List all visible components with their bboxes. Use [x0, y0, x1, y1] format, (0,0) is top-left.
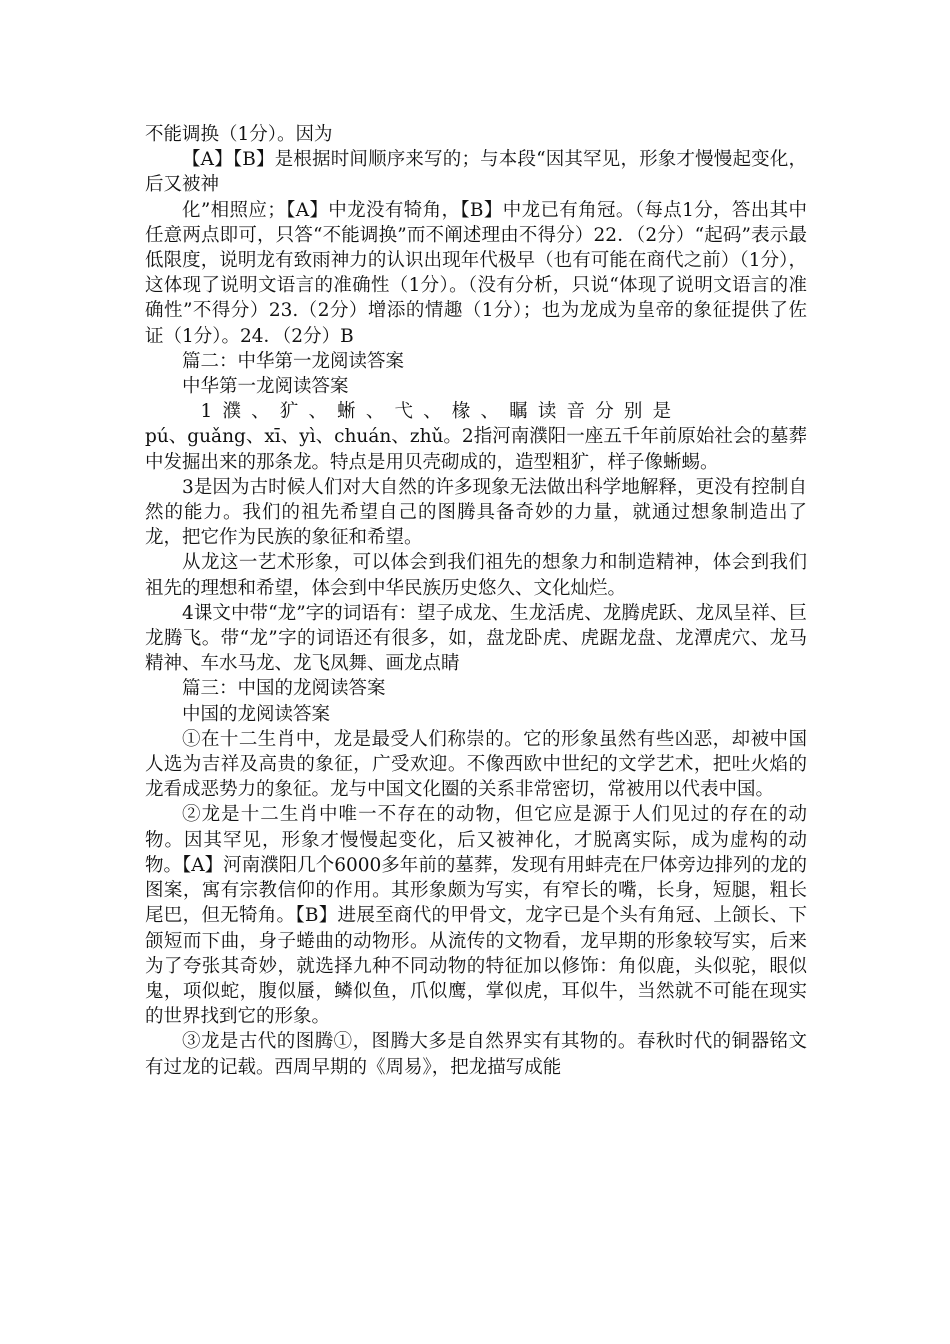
paragraph: 【A】【B】是根据时间顺序来写的；与本段“因其罕见，形象才慢慢起变化，后又被神 [145, 149, 807, 196]
paragraph: 从龙这一艺术形象，可以体会到我们祖先的想象力和制造精神，体会到我们祖先的理想和希望，体会到中华民族历史悠久、文化灿烂。 [145, 552, 807, 599]
paragraph: 不能调换（1分）。因为 [145, 124, 333, 145]
paragraph: ③龙是古代的图腾①，图腾大多是自然界实有其物的。春秋时代的铜器铭文有过龙的记载。西周早期的《周易》，把龙描写成能 [145, 1031, 807, 1078]
document-page [145, 122, 807, 1080]
paragraph: 化”相照应；【A】中龙没有犄角，【B】中龙已有角冠。（每点1分，答出其中任意两点即可，只答“不能调换”而不阐述理由不得分）22．（2分）“起码”表示最低限度，说明龙有致雨神力的认识出现年代极早（也有可能在商代之前）（1分），这体现了说明文语言的准确性（1分）。（没有分析，只说“体现了说明文语言的准确性”不得分）23.（2分）增添的情趣（1分）；也为龙成为皇帝的象征提供了佐证（1分）。24．（2分）B [145, 199, 807, 347]
paragraph: 4课文中带“龙”字的词语有：望子成龙、生龙活虎、龙腾虎跃、龙凤呈祥、巨龙腾飞。带“龙”字的词语还有很多，如，盘龙卧虎、虎踞龙盘、龙潭虎穴、龙马精神、车水马龙、龙飞凤舞、画龙点睛 [145, 602, 807, 675]
section-heading: 篇三：中国的龙阅读答案 [182, 678, 386, 700]
section-heading: 篇二：中华第一龙阅读答案 [182, 350, 405, 372]
paragraph: 3是因为古时候人们对大自然的许多现象无法做出科学地解释，更没有控制自然的能力。我们的祖先希望自己的图腾具备奇妙的力量，就通过想象制造出了龙，把它作为民族的象征和希望。 [145, 476, 807, 549]
paragraph: 1濮、犷、蜥、弋、椽、瞩读音分别是 [200, 401, 682, 423]
section-subheading: 中华第一龙阅读答案 [182, 376, 349, 398]
paragraph: ①在十二生肖中，龙是最受人们称崇的。它的形象虽然有些凶恶，却被中国人选为吉祥及高贵的象征，广受欢迎。不像西欧中世纪的文学艺术，把吐火焰的龙看成恶势力的象征。龙与中国文化圈的关系非常密切，常被用以代表中国。 [145, 728, 807, 801]
paragraph: ②龙是十二生肖中唯一不存在的动物，但它应是源于人们见过的存在的动物。因其罕见，形象才慢慢起变化，后又被神化，才脱离实际，成为虚构的动物。【A】河南濮阳几个6000多年前的墓葬，发现有用蚌壳在尸体旁边排列的龙的图案，寓有宗教信仰的作用。其形象颇为写实，有窄长的嘴，长身，短腿，粗长尾巴，但无犄角。【B】进展至商代的甲骨文，龙字已是个头有角冠、上颌长、下颌短而下曲，身子蜷曲的动物形。从流传的文物看，龙早期的形象较写实，后来为了夸张其奇妙，就选择九种不同动物的特征加以修饰：角似鹿，头似驼，眼似鬼，项似蛇，腹似蜃，鳞似鱼，爪似鹰，掌似虎，耳似牛，当然就不可能在现实的世界找到它的形象。 [145, 804, 807, 1028]
paragraph: pú、guǎng、xī、yì、chuán、zhǔ。2指河南濮阳一座五千年前原始社会的墓葬中发掘出来的那条龙。特点是用贝壳砌成的，造型粗犷，样子像蜥蜴。 [145, 426, 807, 473]
section-subheading: 中国的龙阅读答案 [182, 703, 331, 725]
